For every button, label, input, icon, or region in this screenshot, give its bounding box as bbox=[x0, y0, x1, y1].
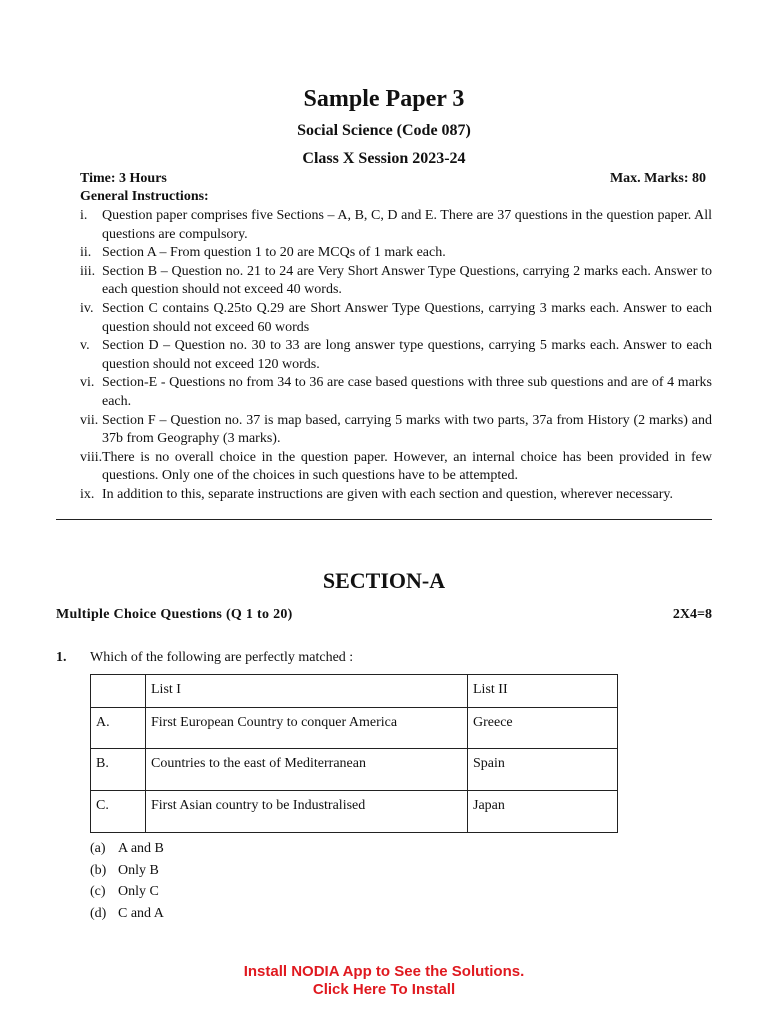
table-header-list-i: List I bbox=[146, 675, 468, 708]
option-label: (d) bbox=[90, 906, 107, 922]
instruction-text: In addition to this, separate instructions are given with each section and question, wherever necessary. bbox=[102, 486, 673, 502]
instruction-item bbox=[80, 263, 712, 300]
section-marks: 2X4=8 bbox=[672, 607, 712, 622]
table-header-list-ii: List II bbox=[468, 675, 618, 708]
section-subtitle: Multiple Choice Questions (Q 1 to 20) bbox=[56, 607, 293, 622]
general-instructions-heading: General Instructions: bbox=[80, 189, 209, 204]
instruction-item bbox=[80, 337, 712, 374]
instruction-number: iv. bbox=[80, 300, 94, 316]
table-row bbox=[91, 708, 618, 749]
page-title: Sample Paper 3 bbox=[303, 86, 465, 112]
option-label: (b) bbox=[90, 862, 107, 878]
table-row bbox=[91, 749, 618, 791]
option-label: (c) bbox=[90, 884, 106, 900]
table-cell: First European Country to conquer America bbox=[146, 708, 468, 749]
table-cell: B. bbox=[91, 749, 146, 791]
instruction-text: Section-E - Questions no from 34 to 36 are case based questions with three sub questions and are of 4 marks each. bbox=[102, 375, 712, 409]
exam-time: Time: 3 Hours bbox=[80, 171, 167, 186]
match-table bbox=[90, 674, 618, 833]
option-a bbox=[90, 838, 164, 860]
table-cell bbox=[91, 675, 146, 708]
option-label: (a) bbox=[90, 841, 106, 856]
instruction-text: Section D – Question no. 30 to 33 are long answer type questions, carrying 5 marks each. Answer to each question should not exceed 120 words. bbox=[102, 338, 712, 372]
instruction-number: vi. bbox=[80, 375, 95, 391]
instruction-text: Section B – Question no. 21 to 24 are Very Short Answer Type Questions, carrying 2 marks each. Answer to each question should not exceed 40 words. bbox=[102, 263, 712, 298]
install-app-link[interactable]: Install NODIA App to See the Solutions. bbox=[243, 963, 525, 980]
instruction-text: Section A – From question 1 to 20 are MCQs of 1 mark each. bbox=[102, 245, 446, 261]
question-number: 1. bbox=[56, 650, 67, 665]
table-cell: Spain bbox=[468, 749, 618, 791]
instruction-item bbox=[80, 207, 712, 244]
answer-options bbox=[90, 838, 164, 925]
question-text: Which of the following are perfectly matched : bbox=[90, 650, 354, 665]
install-app-banner[interactable] bbox=[0, 963, 768, 999]
instruction-item bbox=[80, 244, 712, 263]
instruction-number: viii. bbox=[80, 449, 103, 465]
instructions-list bbox=[80, 207, 712, 505]
table-cell: Japan bbox=[468, 791, 618, 833]
instruction-item bbox=[80, 449, 712, 486]
option-b bbox=[90, 860, 164, 882]
instruction-text: Section C contains Q.25to Q.29 are Short Answer Type Questions, carrying 3 marks each. Answer to each question should not exceed 60 words bbox=[102, 300, 712, 335]
instruction-number: v. bbox=[80, 338, 90, 354]
option-c bbox=[90, 881, 164, 903]
instruction-number: ii. bbox=[80, 245, 92, 261]
table-cell: Countries to the east of Mediterranean bbox=[146, 749, 468, 791]
instruction-item bbox=[80, 486, 712, 505]
subject-heading: Social Science (Code 087) bbox=[297, 122, 471, 139]
instruction-number: vii. bbox=[80, 412, 99, 428]
instruction-text: There is no overall choice in the question paper. However, an internal choice has been provided in few questions. Only one of the choices in such questions have to be attempted. bbox=[102, 449, 712, 484]
table-cell: C. bbox=[91, 791, 146, 833]
instruction-item bbox=[80, 374, 712, 411]
option-text: Only B bbox=[118, 862, 159, 878]
section-title: SECTION-A bbox=[322, 568, 446, 593]
instruction-number: ix. bbox=[80, 486, 95, 502]
table-cell: Greece bbox=[468, 708, 618, 749]
option-text: C and A bbox=[118, 906, 164, 922]
divider bbox=[56, 519, 712, 520]
option-text: A and B bbox=[118, 841, 164, 856]
instruction-text: Question paper comprises five Sections – A, B, C, D and E. There are 37 questions in the question paper. All questions are compulsory. bbox=[102, 208, 712, 242]
table-cell: A. bbox=[91, 708, 146, 749]
instruction-text: Section F – Question no. 37 is map based, carrying 5 marks with two parts, 37a from History (2 marks) and 37b from Geography (3 marks). bbox=[102, 412, 712, 447]
instruction-item bbox=[80, 412, 712, 449]
option-d bbox=[90, 903, 164, 925]
instruction-item bbox=[80, 300, 712, 337]
click-to-install-link[interactable]: Click Here To Install bbox=[312, 981, 456, 998]
table-header-row bbox=[91, 675, 618, 708]
max-marks: Max. Marks: 80 bbox=[609, 171, 706, 186]
instruction-number: iii. bbox=[80, 263, 96, 279]
table-row bbox=[91, 791, 618, 833]
option-text: Only C bbox=[118, 884, 159, 900]
session-heading: Class X Session 2023-24 bbox=[302, 150, 466, 167]
instruction-number: i. bbox=[80, 208, 88, 223]
table-cell: First Asian country to be Industralised bbox=[146, 791, 468, 833]
